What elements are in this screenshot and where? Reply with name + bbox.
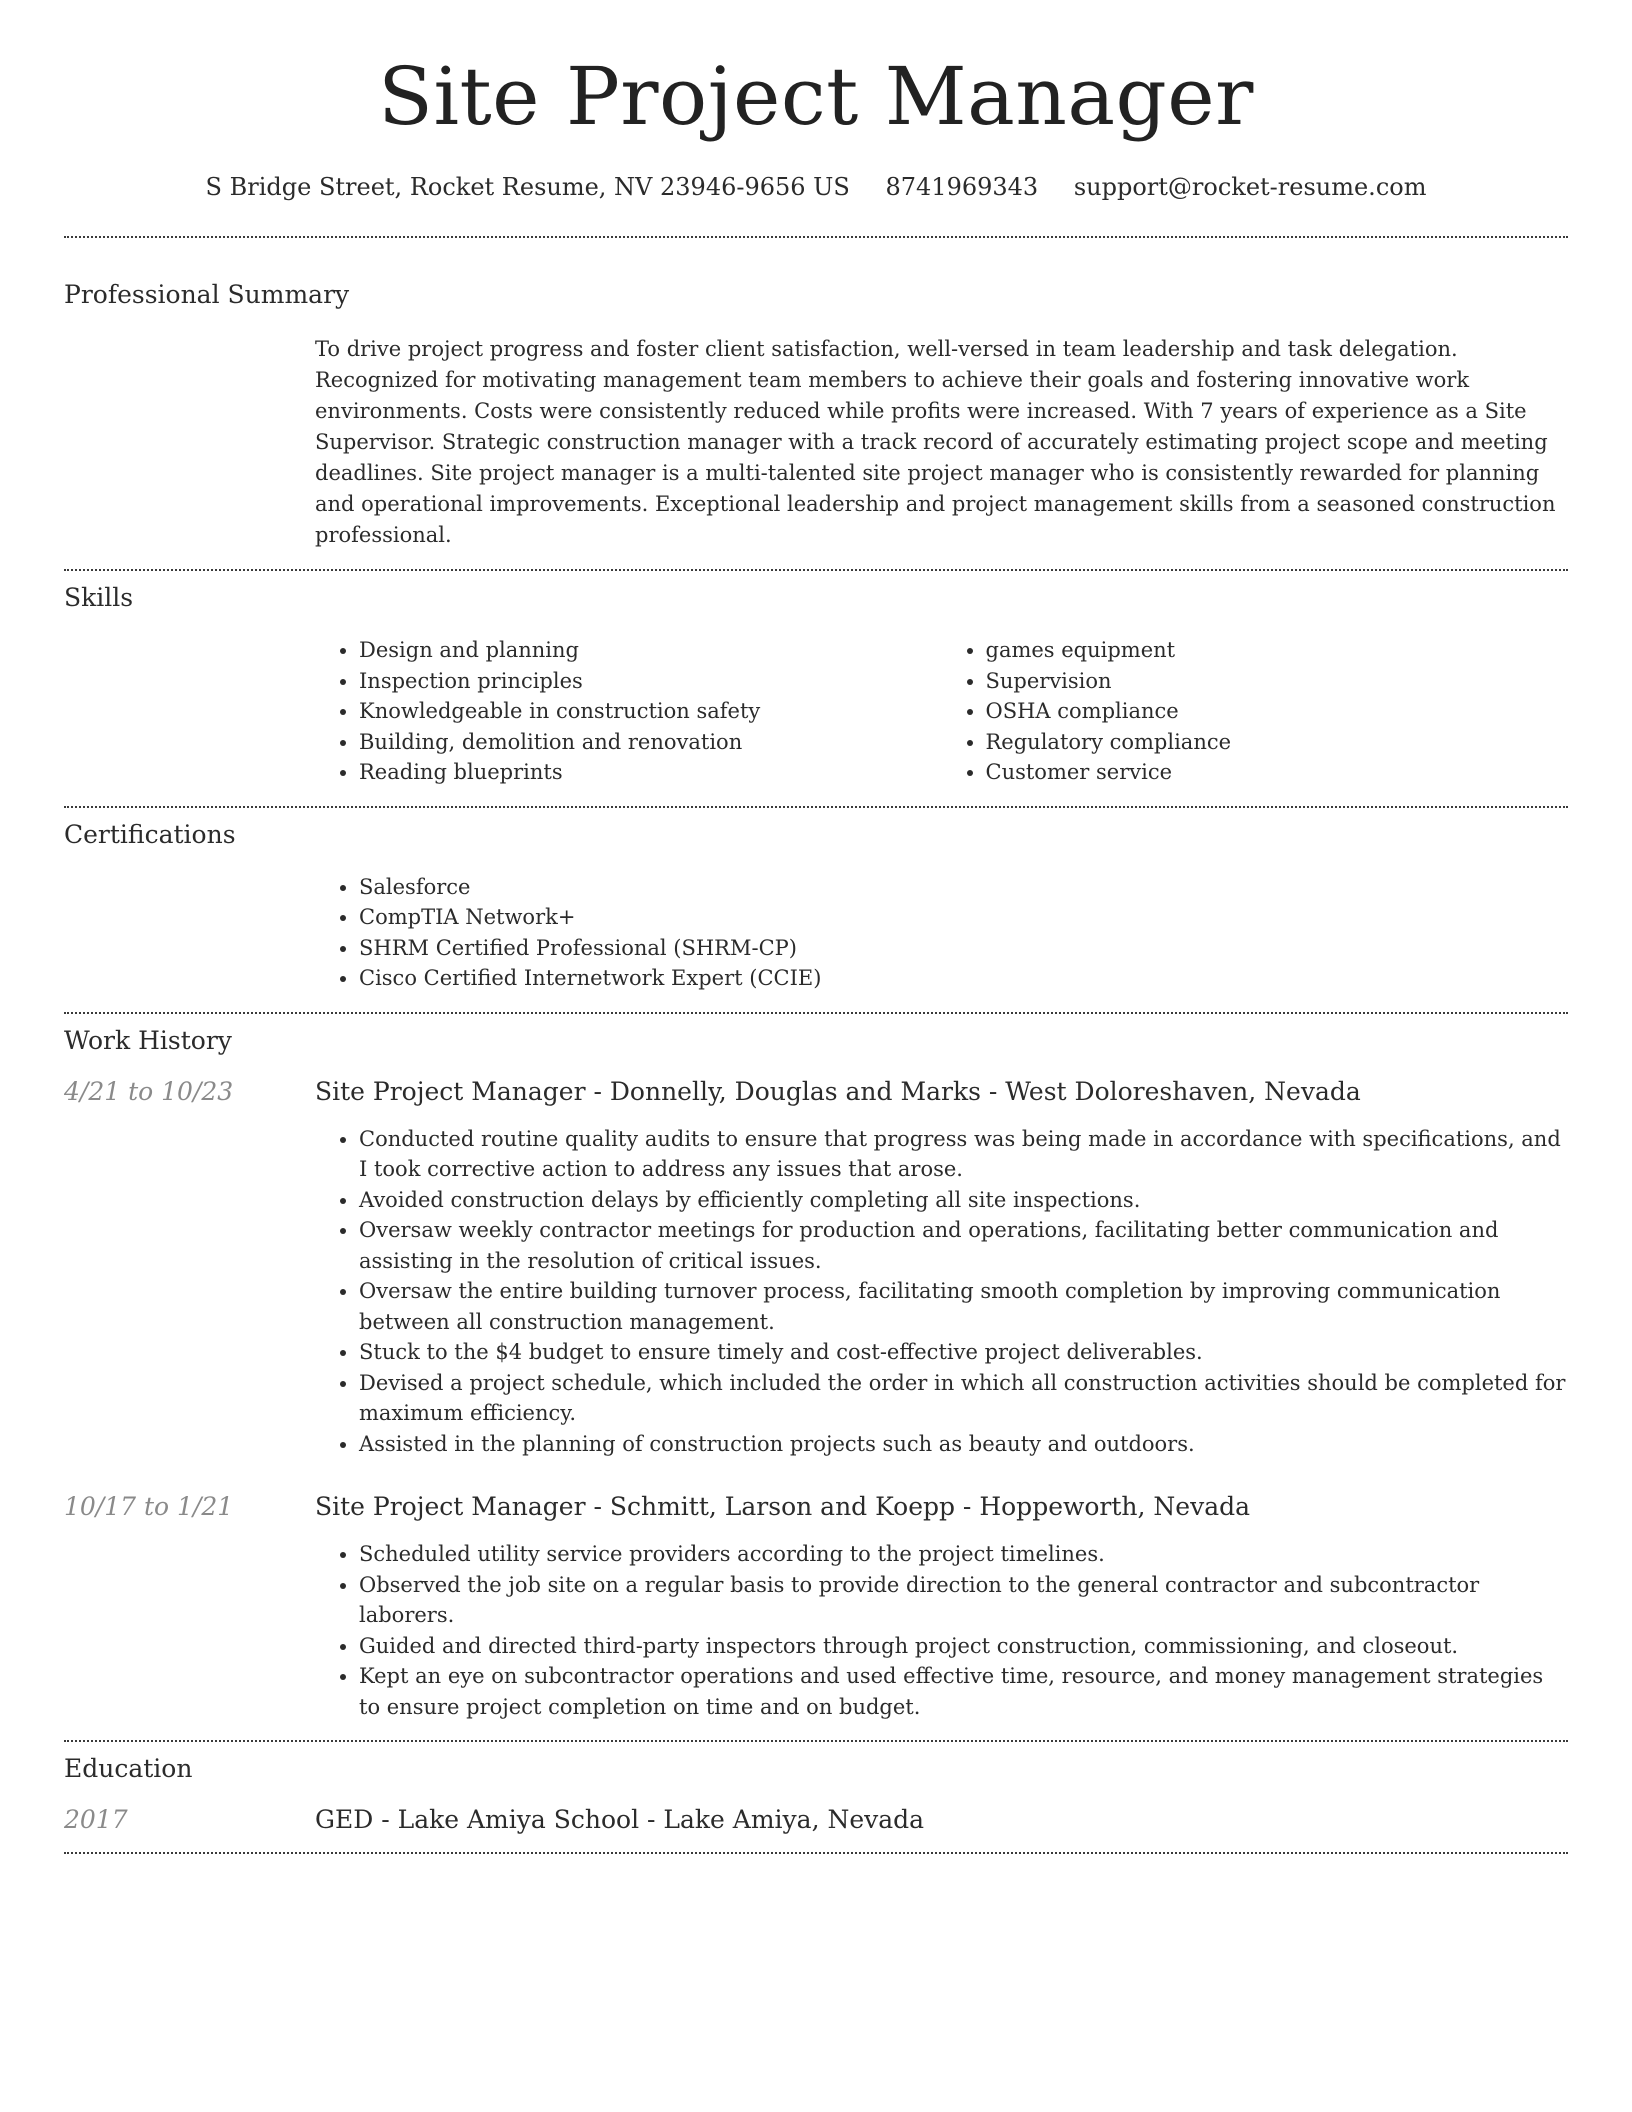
section-heading-summary: Professional Summary bbox=[64, 280, 350, 309]
divider bbox=[64, 1012, 1568, 1014]
education-title: GED - Lake Amiya School - Lake Amiya, Nevada bbox=[315, 1805, 925, 1834]
skill-item: • Customer service bbox=[986, 757, 1569, 788]
job-bullets bbox=[315, 1539, 1568, 1722]
job-bullet: • Stuck to the $4 budget to ensure timely and cost-effective project deliverables. bbox=[359, 1337, 1568, 1368]
skill-item: • Reading blueprints bbox=[359, 757, 942, 788]
contact-phone: 8741969343 bbox=[885, 173, 1039, 201]
job-dates: 10/17 to 1/21 bbox=[64, 1492, 234, 1521]
contact-email: support@rocket-resume.com bbox=[1073, 173, 1427, 201]
job-bullet: • Oversaw weekly contractor meetings for production and operations, facilitating better communication and assisting in the resolution of critical issues. bbox=[359, 1215, 1568, 1276]
job-header bbox=[64, 1077, 1568, 1106]
job-dates: 4/21 to 10/23 bbox=[64, 1076, 234, 1106]
skill-item: • OSHA compliance bbox=[986, 696, 1569, 727]
job-bullet: • Scheduled utility service providers according to the project timelines. bbox=[359, 1539, 1568, 1570]
certification-item: • Cisco Certified Internetwork Expert (CCIE) bbox=[359, 963, 1568, 994]
divider bbox=[64, 1740, 1568, 1742]
skills-list-left bbox=[315, 635, 942, 788]
section-heading-work-history: Work History bbox=[64, 1025, 232, 1055]
job-header bbox=[64, 1492, 1568, 1521]
section-heading-education: Education bbox=[64, 1754, 193, 1783]
certifications-block bbox=[315, 872, 1568, 994]
job-details bbox=[315, 1539, 1568, 1722]
section-heading-skills: Skills bbox=[64, 583, 134, 612]
page-title: Site Project Manager bbox=[378, 50, 1254, 143]
skill-item: • Supervision bbox=[986, 666, 1569, 697]
summary-section bbox=[64, 280, 1568, 551]
certifications-list bbox=[315, 872, 1568, 994]
divider bbox=[64, 1852, 1568, 1854]
job-bullet: • Guided and directed third-party inspectors through project construction, commissioning, and closeout. bbox=[359, 1631, 1568, 1662]
summary-text: To drive project progress and foster client satisfaction, well-versed in team leadership and task delegation. Recognized for motivating management team members to achieve their goals and fostering innovative work environments. Costs were consistently reduced while profits were increased. With 7 years of experience as a Site Supervisor. Strategic construction manager with a track record of accurately estimating project scope and meeting deadlines. Site project manager is a multi-talented site project manager who is consistently rewarded for planning and operational improvements. Exceptional leadership and project management skills from a seasoned construction professional. bbox=[315, 337, 1556, 547]
skill-item: • games equipment bbox=[986, 635, 1569, 666]
job-bullets bbox=[315, 1124, 1568, 1460]
certifications-section bbox=[64, 820, 1568, 994]
certification-item: • SHRM Certified Professional (SHRM-CP) bbox=[359, 933, 1568, 964]
job-bullet: • Conducted routine quality audits to ensure that progress was being made in accordance with specifications, and I took corrective action to address any issues that arose. bbox=[359, 1124, 1568, 1185]
job-title: Site Project Manager - Schmitt, Larson and Koepp - Hoppeworth, Nevada bbox=[315, 1492, 1251, 1521]
certification-item: • CompTIA Network+ bbox=[359, 902, 1568, 933]
skill-item: • Regulatory compliance bbox=[986, 727, 1569, 758]
job-details bbox=[315, 1124, 1568, 1460]
skill-item: • Knowledgeable in construction safety bbox=[359, 696, 942, 727]
skill-item: • Inspection principles bbox=[359, 666, 942, 697]
resume-page bbox=[64, 0, 1568, 1854]
job-bullet: • Avoided construction delays by efficiently completing all site inspections. bbox=[359, 1185, 1568, 1216]
education-entry bbox=[64, 1805, 1568, 1834]
job-bullet: • Kept an eye on subcontractor operations and used effective time, resource, and money management strategies to ensure project completion on time and on budget. bbox=[359, 1661, 1568, 1722]
contact-address: S Bridge Street, Rocket Resume, NV 23946-9656 US bbox=[205, 173, 850, 201]
job-bullet: • Observed the job site on a regular basis to provide direction to the general contractor and subcontractor laborers. bbox=[359, 1570, 1568, 1631]
skill-item: • Design and planning bbox=[359, 635, 942, 666]
job-bullet: • Devised a project schedule, which included the order in which all construction activities should be completed for maximum efficiency. bbox=[359, 1368, 1568, 1429]
job-bullet: • Assisted in the planning of construction projects such as beauty and outdoors. bbox=[359, 1429, 1568, 1460]
certification-item: • Salesforce bbox=[359, 872, 1568, 903]
education-year: 2017 bbox=[64, 1805, 128, 1834]
job-bullet: • Oversaw the entire building turnover process, facilitating smooth completion by improving communication between all construction management. bbox=[359, 1276, 1568, 1337]
divider bbox=[64, 236, 1568, 238]
skills-list-right bbox=[942, 635, 1569, 788]
education-section bbox=[64, 1754, 1568, 1834]
skills-columns bbox=[315, 635, 1568, 788]
skills-section bbox=[64, 583, 1568, 788]
contact-line bbox=[64, 173, 1568, 201]
job-title: Site Project Manager - Donnelly, Douglas and Marks - West Doloreshaven, Nevada bbox=[315, 1076, 1361, 1106]
section-heading-certifications: Certifications bbox=[64, 819, 236, 849]
work-history-section bbox=[64, 1026, 1568, 1723]
skill-item: • Building, demolition and renovation bbox=[359, 727, 942, 758]
divider bbox=[64, 806, 1568, 808]
divider bbox=[64, 569, 1568, 571]
